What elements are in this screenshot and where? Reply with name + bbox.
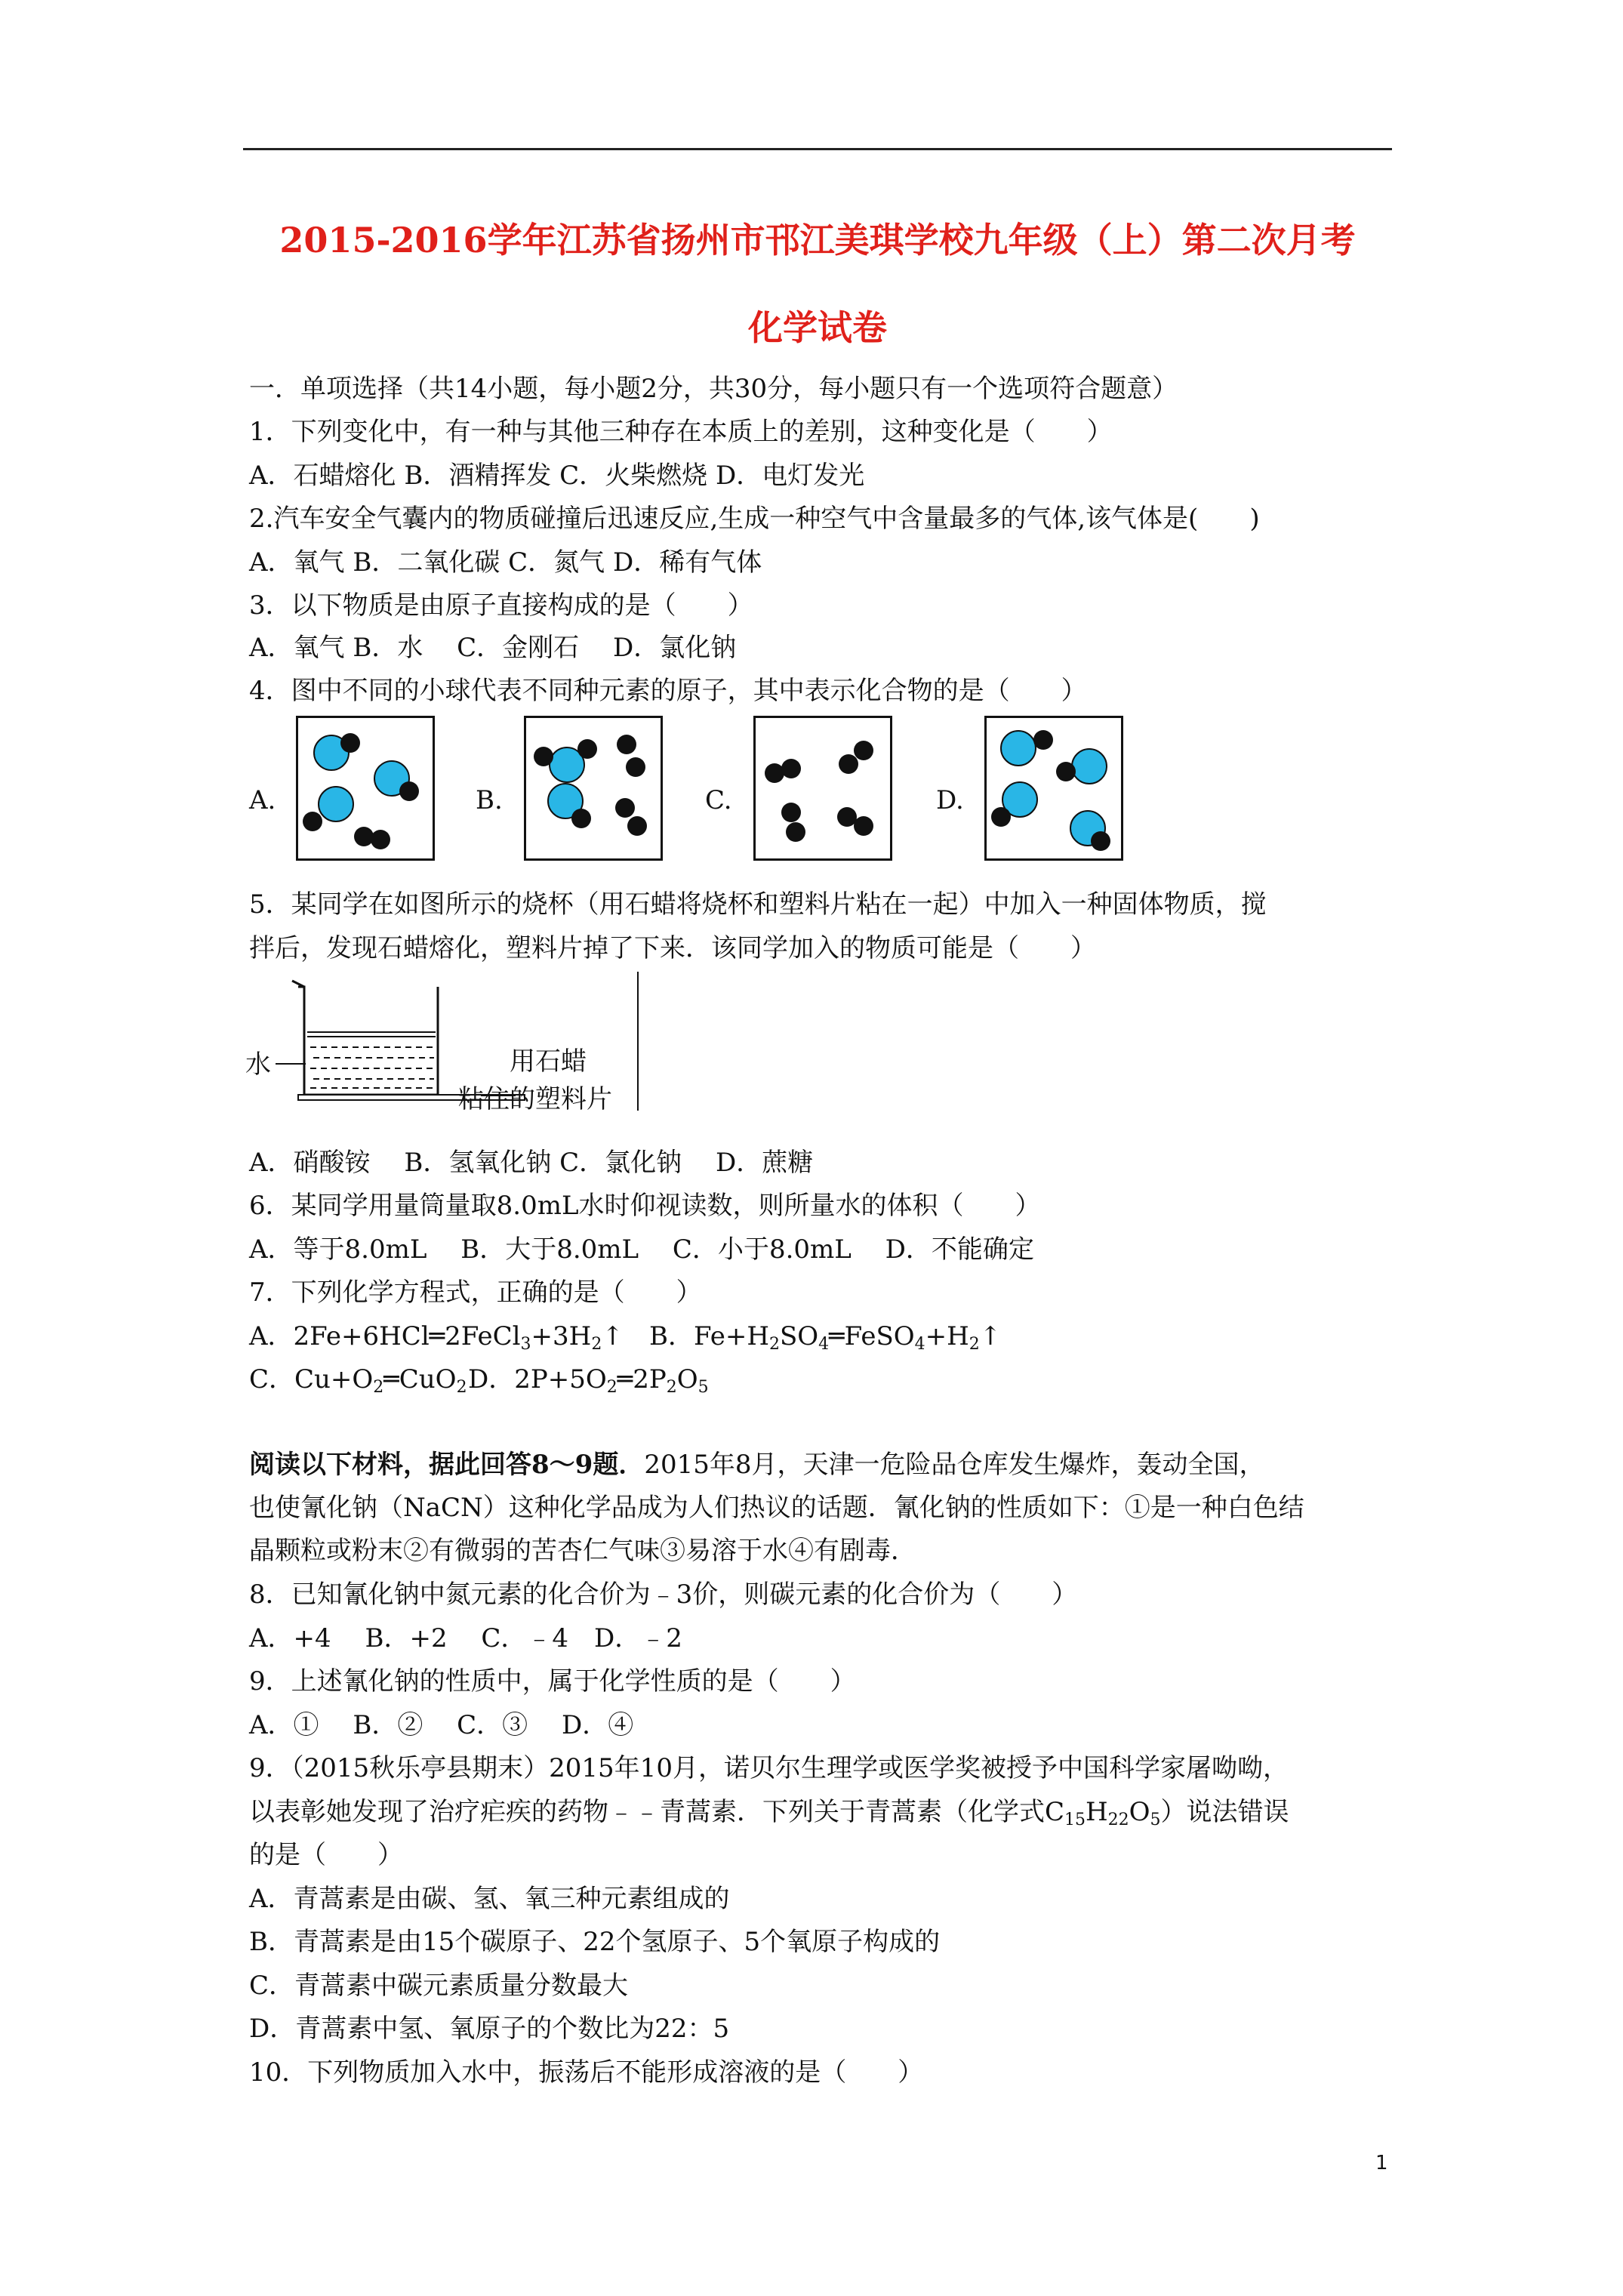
black-atom: [781, 759, 801, 778]
black-atom: [839, 754, 858, 774]
plastic-sheet-label: 粘住的塑料片: [458, 1084, 612, 1114]
q9a-options: A．① B．② C．③ D．④: [249, 1710, 634, 1740]
q4-label-a: A.: [249, 785, 276, 815]
q2-stem: 2.汽车安全气囊内的物质碰撞后迅速反应,生成一种空气中含量最多的气体,该气体是( ): [249, 504, 1260, 534]
black-atom: [571, 809, 591, 828]
black-atom: [1091, 831, 1110, 851]
black-atom: [615, 798, 635, 818]
black-atom: [781, 803, 801, 822]
black-atom: [1033, 730, 1053, 750]
q6-stem: 6．某同学用量筒量取8.0mL水时仰视读数，则所量水的体积（ ）: [249, 1191, 1041, 1221]
q7-option-a: A．$2Fe+6HCl═2FeCl_3+3H_2↑$: [249, 1321, 624, 1354]
q8-stem: 8．已知氰化钠中氮元素的化合价为﹣3价，则碳元素的化合价为（ ）: [249, 1579, 1078, 1610]
q7-stem: 7．下列化学方程式，正确的是（ ）: [249, 1277, 702, 1308]
black-atom: [786, 822, 805, 842]
black-atom: [371, 830, 390, 849]
black-atom: [303, 812, 322, 831]
black-atom: [399, 781, 419, 801]
black-atom: [854, 741, 873, 760]
q5-stem-line2: 拌后，发现石蜡熔化，塑料片掉了下来．该同学加入的物质可能是（ ）: [249, 933, 1096, 963]
q4-box-d: [984, 716, 1123, 861]
black-atom: [617, 735, 636, 754]
reading-line2: 也使氰化钠（NaCN）这种化学品成为人们热议的话题．氰化钠的性质如下：①是一种白色结: [249, 1493, 1304, 1523]
blue-atom: [1071, 748, 1107, 784]
q9b-option-b: B．青蒿素是由15个碳原子、22个氢原子、5个氧原子构成的: [249, 1927, 941, 1957]
black-atom: [991, 807, 1011, 827]
black-atom: [1056, 762, 1076, 781]
q3-options: A．氧气 B．水 C．金刚石 D．氯化钠: [249, 633, 737, 663]
q9b-option-c: C．青蒿素中碳元素质量分数最大: [249, 1971, 629, 2001]
q4-label-d: D.: [936, 785, 964, 815]
page-subtitle: 化学试卷: [748, 307, 887, 348]
q4-box-a: [296, 716, 435, 861]
black-atom: [627, 816, 647, 836]
q4-label-b: B.: [476, 785, 503, 815]
header-rule: [243, 148, 1392, 150]
blue-atom: [1000, 730, 1036, 766]
q9b-option-d: D．青蒿素中氢、氧原子的个数比为22：5: [249, 2014, 730, 2044]
q4-box-b: [524, 716, 663, 861]
q1-stem: 1．下列变化中，有一种与其他三种存在本质上的差别，这种变化是（ ）: [249, 417, 1113, 447]
q9b-line1: 9．（2015秋乐亭县期末）2015年10月，诺贝尔生理学或医学奖被授予中国科学家屠呦呦，: [249, 1753, 1289, 1783]
q9b-option-a: A．青蒿素是由碳、氢、氧三种元素组成的: [249, 1884, 730, 1914]
q7-option-d: D．$2P+5O_2═2P_2O_5$: [468, 1364, 709, 1397]
beaker-figure: [245, 970, 653, 1114]
reading-line1: 阅读以下材料，据此回答8～9题．2015年8月，天津一危险品仓库发生爆炸，轰动全国，: [249, 1450, 1265, 1480]
q9b-line2: 以表彰她发现了治疗疟疾的药物﹣﹣青蒿素．下列关于青蒿素（化学式$C_{15}H_{22}O_5$）说法错误: [249, 1797, 1289, 1829]
q10-stem: 10．下列物质加入水中，振荡后不能形成溶液的是（ ）: [249, 2057, 924, 2088]
black-atom: [577, 739, 597, 759]
section-heading: 一．单项选择（共14小题，每小题2分，共30分，每小题只有一个选项符合题意）: [249, 374, 1178, 404]
blue-atom: [318, 786, 354, 822]
q5-options: A．硝酸铵 B．氢氧化钠 C．氯化钠 D．蔗糖: [249, 1148, 814, 1178]
q4-label-c: C.: [705, 785, 732, 815]
q2-options: A．氧气 B．二氧化碳 C．氮气 D．稀有气体: [249, 547, 762, 578]
q8-options: A．+4 B．+2 C．﹣4 D．﹣2: [249, 1623, 682, 1653]
black-atom: [854, 816, 873, 836]
water-label: 水: [245, 1049, 271, 1080]
black-atom: [534, 747, 553, 766]
reading-line3: 晶颗粒或粉末②有微弱的苦杏仁气味③易溶于水④有剧毒．: [249, 1536, 916, 1566]
q5-stem-line1: 5．某同学在如图所示的烧杯（用石蜡将烧杯和塑料片粘在一起）中加入一种固体物质，搅: [249, 889, 1267, 920]
q7-option-b: B．$Fe+H_2SO_4═FeSO_4+H_2↑$: [649, 1321, 1002, 1354]
page-number: 1: [1375, 2152, 1388, 2174]
q9a-stem: 9．上述氰化钠的性质中，属于化学性质的是（ ）: [249, 1666, 856, 1697]
black-atom: [626, 757, 645, 777]
q3-stem: 3．以下物质是由原子直接构成的是（ ）: [249, 590, 753, 621]
wax-label: 用石蜡: [510, 1046, 587, 1077]
q6-options: A．等于8.0mL B．大于8.0mL C．小于8.0mL D．不能确定: [249, 1234, 1034, 1265]
q4-stem: 4．图中不同的小球代表不同种元素的原子，其中表示化合物的是（ ）: [249, 676, 1087, 706]
black-atom: [340, 733, 360, 753]
q4-box-c: [753, 716, 892, 861]
q1-options: A．石蜡熔化 B．酒精挥发 C．火柴燃烧 D．电灯发光: [249, 461, 865, 491]
q7-option-c: C．$Cu+O_2═CuO_2$: [249, 1364, 467, 1397]
page-title: 2015-2016学年江苏省扬州市邗江美琪学校九年级（上）第二次月考: [279, 220, 1356, 260]
q9b-line3: 的是（ ）: [249, 1840, 403, 1870]
